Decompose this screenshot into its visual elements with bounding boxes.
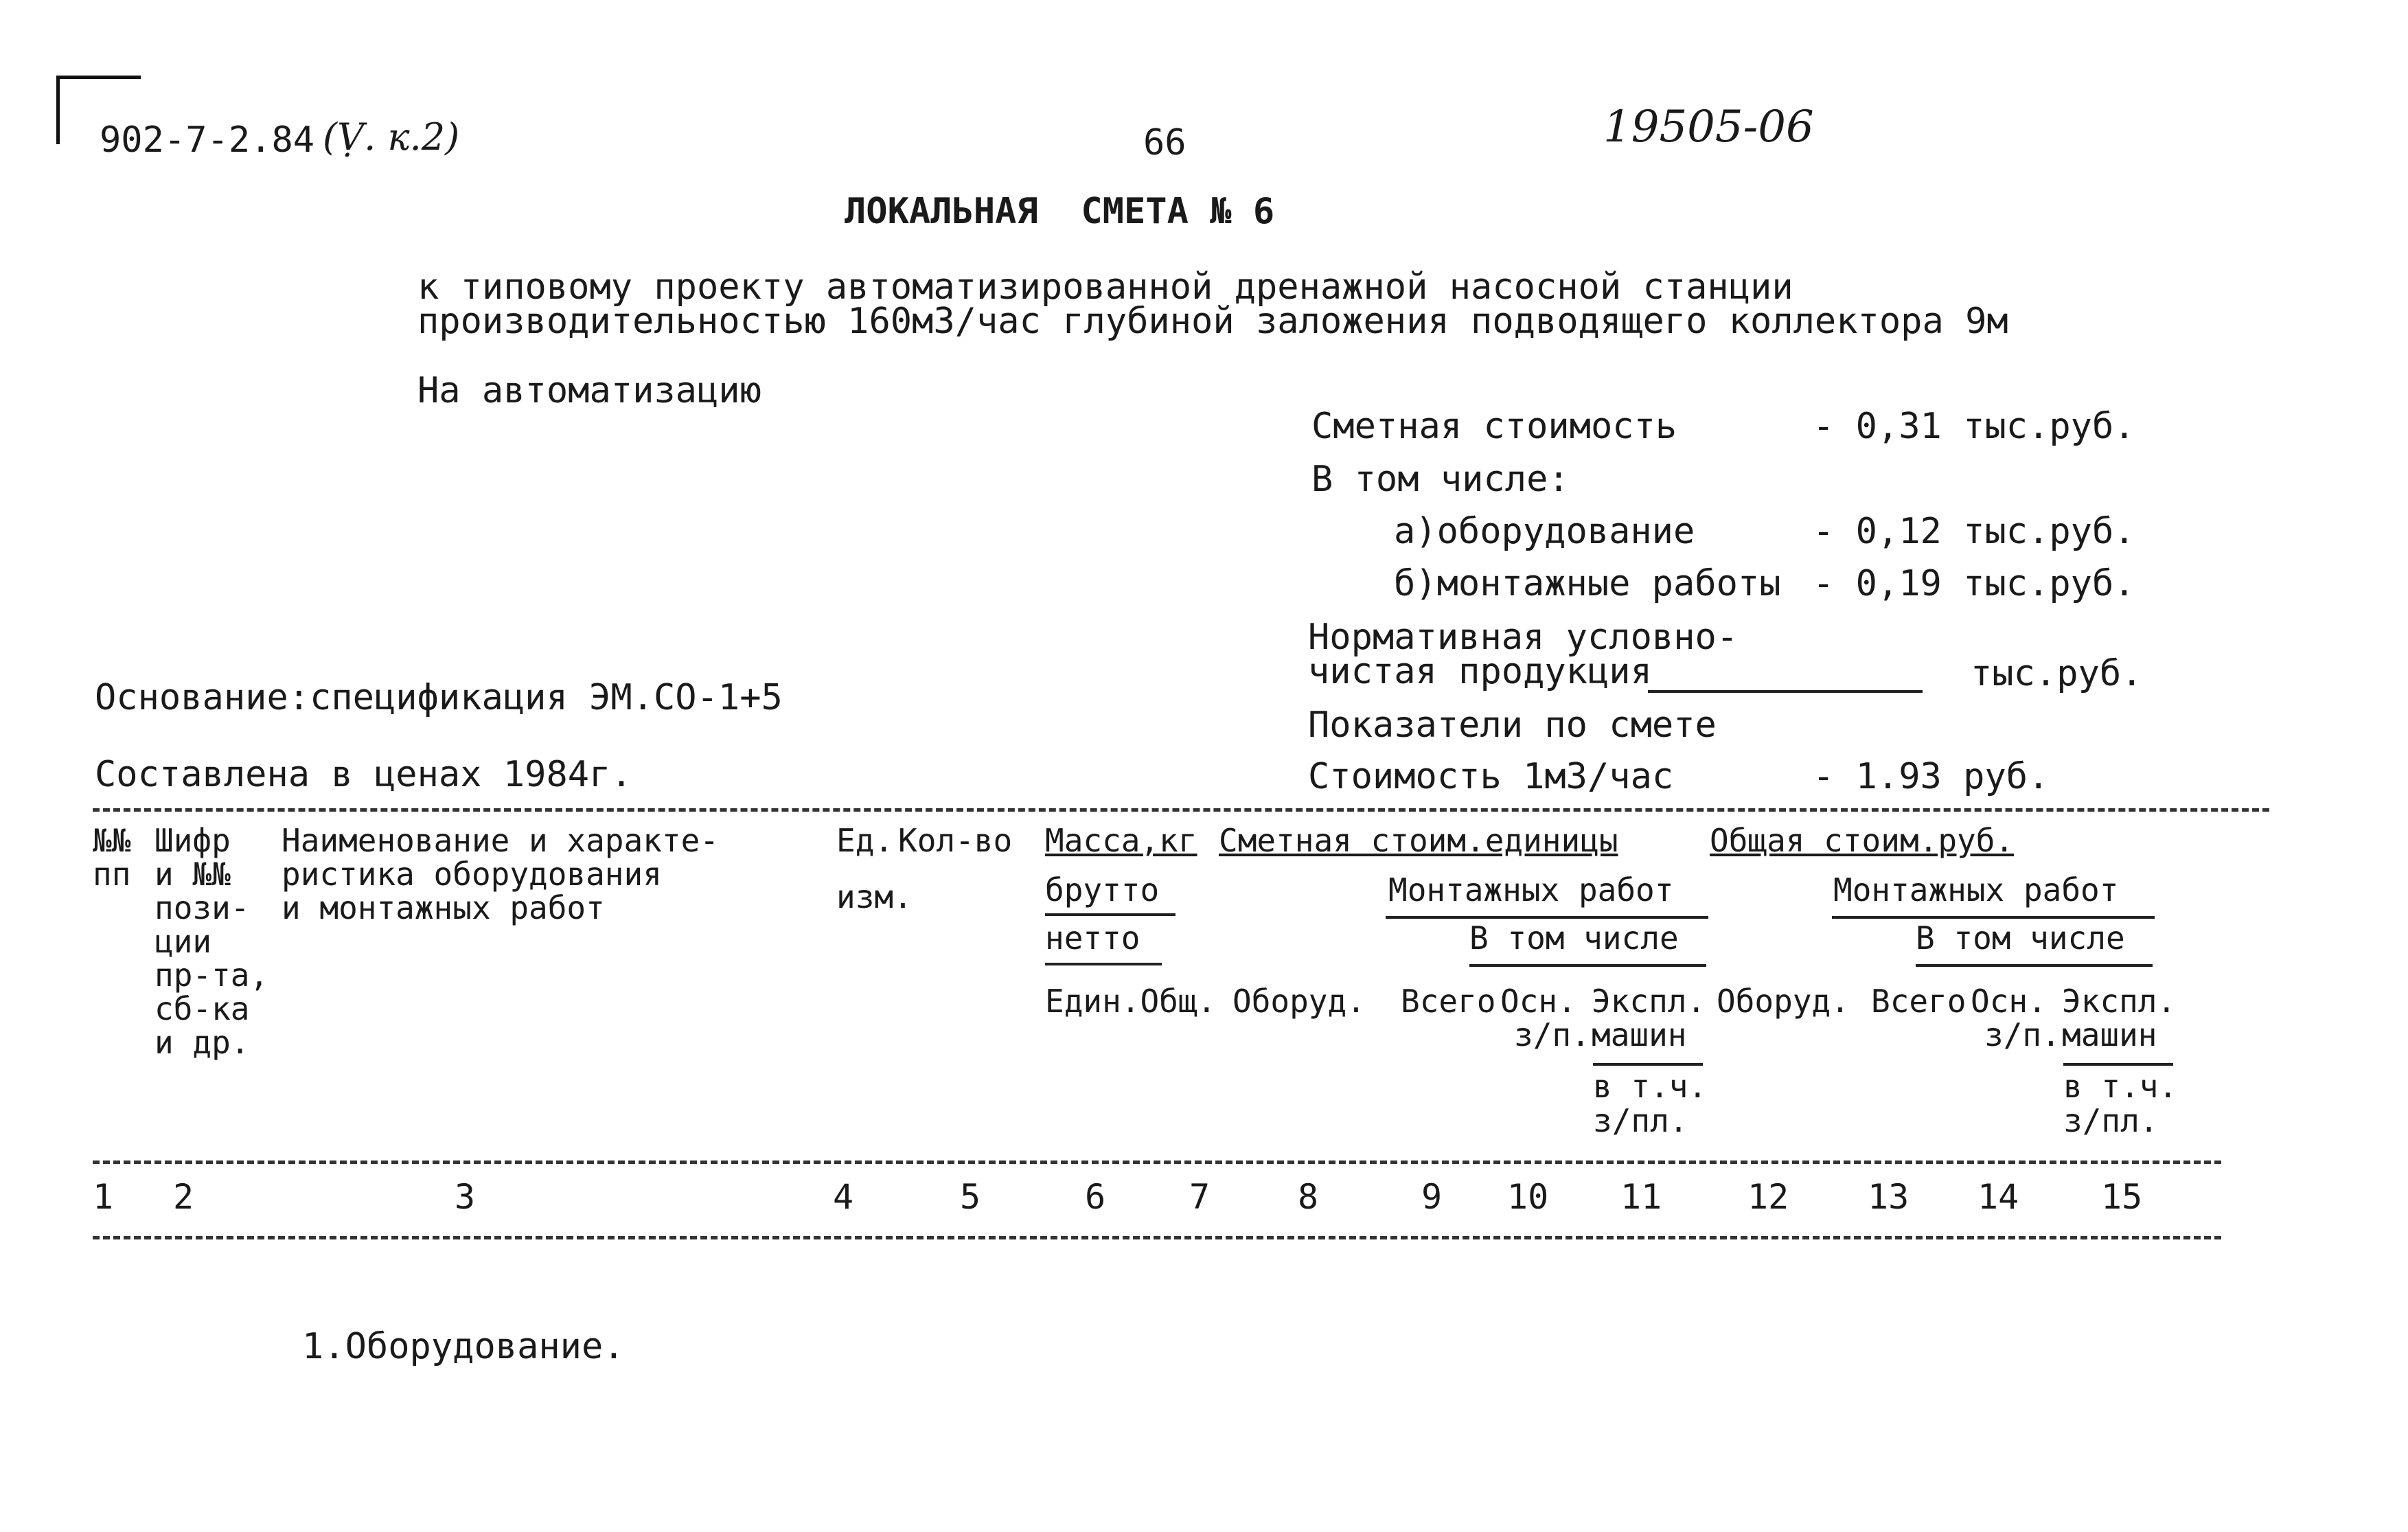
installation-underline-1 [1386, 916, 1708, 919]
normative-unit: тыс.руб. [1971, 653, 2143, 694]
table-top-line [93, 808, 2269, 812]
header-including-2: В том числе [1916, 919, 2125, 957]
header-col3-line3: и монтажных работ [282, 889, 605, 926]
header-machines-2: Экспл. [2062, 983, 2177, 1020]
volume-note: (Ṿ. к.2) [323, 115, 460, 159]
column-number: 13 [1868, 1177, 1910, 1217]
column-numbers-top-line [93, 1161, 2221, 1164]
header-incl-wage-1: в т.ч. [1593, 1068, 1708, 1105]
header-quantity: Кол-во [898, 822, 1013, 859]
column-number: 2 [173, 1177, 194, 1217]
equipment-label: а)оборудование [1394, 511, 1695, 552]
normative-label-1: Нормативная условно- [1308, 617, 1739, 658]
indicators-label: Показатели по смете [1308, 705, 1717, 746]
document-code: 902-7-2.84 [100, 119, 315, 161]
estimated-cost-value: - 0,31 тыс.руб. [1813, 406, 2135, 447]
header-unit-line2: изм. [836, 878, 913, 915]
header-unit: Ед. [836, 822, 894, 859]
column-numbers-bottom-line [93, 1236, 2221, 1239]
header-including-1: В том числе [1469, 919, 1679, 957]
column-number: 5 [960, 1177, 981, 1217]
header-base-wage-1-line2: з/п. [1514, 1016, 1590, 1053]
page-number: 66 [1143, 122, 1186, 163]
header-base-wage-2: Осн. [1971, 983, 2047, 1020]
normative-label-2: чистая продукция [1308, 651, 1652, 692]
installation-underline-2 [1832, 916, 2155, 919]
stamp-number: 19505-06 [1603, 102, 1814, 152]
header-incl-wage-2-line2: з/пл. [2063, 1102, 2159, 1139]
brutto-underline [1045, 913, 1176, 916]
header-unit-cost-title: Сметная стоим.единицы [1219, 822, 1618, 859]
header-col1-line2: пп [93, 856, 131, 893]
project-line-1: к типовому проекту автоматизированной дренажной насосной станции [417, 266, 1793, 308]
project-line-2: производительностью 160м3/час глубиной заложения подводящего коллектора 9м [417, 301, 2008, 342]
column-number: 11 [1620, 1177, 1662, 1217]
header-col2-line3: пози- [154, 889, 250, 926]
column-number: 3 [455, 1177, 476, 1217]
header-col3-line2: ристика оборудования [282, 856, 662, 893]
column-number: 15 [2101, 1177, 2143, 1217]
installation-label: б)монтажные работы [1394, 563, 1781, 604]
equipment-value: - 0,12 тыс.руб. [1813, 511, 2135, 552]
header-col3-line1: Наименование и характе- [282, 822, 719, 859]
machines-underline-1 [1593, 1063, 1703, 1066]
including-underline-1 [1469, 964, 1706, 967]
header-equip-2: Оборуд. [1717, 983, 1850, 1020]
unit-cost-value: - 1.93 руб. [1813, 756, 2050, 797]
column-number: 9 [1421, 1177, 1443, 1217]
normative-blank-line [1648, 690, 1923, 693]
header-machines-1: Экспл. [1592, 983, 1706, 1020]
header-equip-1: Оборуд. [1232, 983, 1366, 1020]
header-total-1: Всего [1401, 983, 1496, 1020]
netto-underline [1045, 963, 1162, 965]
basis-text: Основание:спецификация ЭМ.СО-1+5 [95, 677, 783, 718]
header-base-wage-2-line2: з/п. [1984, 1016, 2061, 1053]
header-col2-line7: и др. [154, 1024, 250, 1061]
header-total-2: Всего [1871, 983, 1966, 1020]
header-netto: нетто [1045, 919, 1140, 957]
column-number: 14 [1977, 1177, 2019, 1217]
header-total-cost-title: Общая стоим.руб. [1710, 822, 2015, 859]
header-installation-works-2: Монтажных работ [1833, 871, 2119, 908]
header-installation-works-1: Монтажных работ [1388, 871, 1674, 908]
header-machines-1-line2: машин [1592, 1016, 1687, 1053]
header-base-wage-1: Осн. [1500, 983, 1576, 1020]
column-number: 8 [1298, 1177, 1319, 1217]
column-number: 12 [1747, 1177, 1789, 1217]
prices-text: Составлена в ценах 1984г. [95, 754, 632, 795]
including-underline-2 [1916, 964, 2153, 967]
column-number: 10 [1507, 1177, 1549, 1217]
header-col2-line6: сб-ка [154, 990, 250, 1027]
estimate-subject: На автоматизацию [417, 370, 761, 411]
header-incl-wage-2: в т.ч. [2063, 1068, 2178, 1105]
header-unit-total: Един.Общ. [1045, 983, 1217, 1020]
including-label: В том числе: [1311, 459, 1570, 500]
header-incl-wage-1-line2: з/пл. [1593, 1102, 1688, 1139]
column-number: 4 [833, 1177, 854, 1217]
machines-underline-2 [2063, 1063, 2173, 1066]
header-brutto: брутто [1045, 871, 1160, 908]
document-title: ЛОКАЛЬНАЯ СМЕТА № 6 [845, 191, 1275, 232]
column-number: 6 [1085, 1177, 1106, 1217]
header-mass: Масса,кг [1045, 822, 1197, 859]
header-machines-2-line2: машин [2062, 1016, 2157, 1053]
column-number: 7 [1189, 1177, 1211, 1217]
section-equipment-title: 1.Оборудование. [302, 1326, 625, 1367]
unit-cost-label: Стоимость 1м3/час [1308, 756, 1674, 797]
header-col1-line1: №№ [93, 822, 131, 859]
header-col2-line2: и №№ [154, 856, 231, 893]
header-col2-line1: Шифр [154, 822, 231, 859]
estimated-cost-label: Сметная стоимость [1311, 406, 1677, 447]
column-number: 1 [93, 1177, 114, 1217]
header-col2-line4: ции [154, 923, 212, 960]
installation-value: - 0,19 тыс.руб. [1813, 563, 2135, 604]
header-col2-line5: пр-та, [154, 957, 269, 994]
